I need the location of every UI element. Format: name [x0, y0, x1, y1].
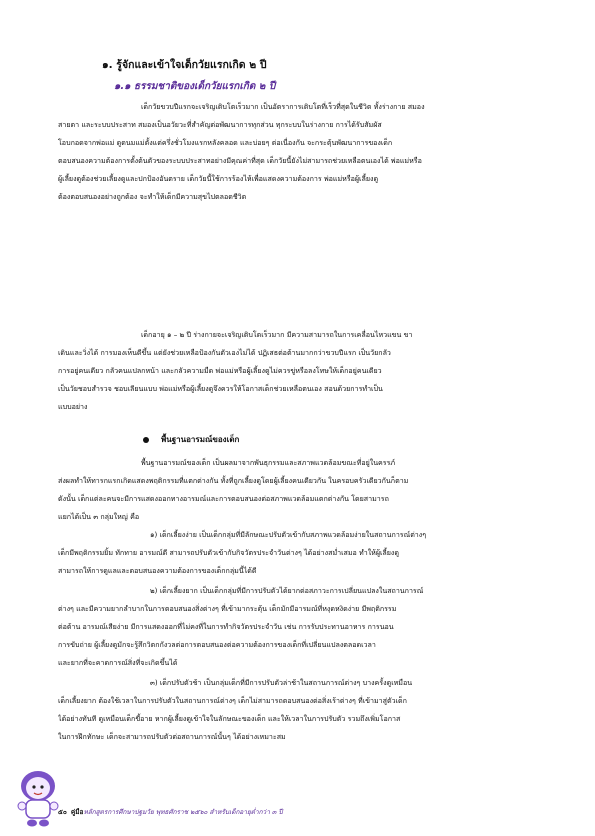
paragraph-line: เด็กอายุ ๑ – ๒ ปี ร่างกายจะเจริญเติบโตเร็วมาก มีความสามารถในการเคลื่อนไหวแขน ขา	[141, 330, 413, 339]
paragraph-line: โอบกอดจากพ่อแม่ ดูดนมแม่ตั้งแต่ครึ่งชั่วโมงแรกหลังคลอด และบ่อยๆ ต่อเนื่องกัน จะกระตุ้นพัฒนาการของเด็ก	[58, 138, 393, 147]
paragraph-line: ตอบสนองความต้องการตั้งต้นตัวของระบบประสาทอย่างมีคุณค่าที่สุด เด็กวัยนี้ยังไม่สามารถช่วยเหลือตนเองได้ พ่อแม่หรือ	[58, 156, 422, 165]
paragraph-3	[58, 454, 542, 526]
paragraph-line: ดังนั้น เด็กแต่ละคนจะมีการแสดงออกทางอารมณ์และการตอบสนองต่อสภาพแวดล้อมแตกต่างกัน โดยสามารถ	[58, 494, 389, 503]
group-3-slow-to-warm	[58, 674, 542, 746]
paragraph-line: เดินและวิ่งได้ การมองเห็นดีขึ้น แต่ยังช่วยเหลือป้องกันตัวเองไม่ได้ ปฏิเสธต่อต้านมากกว่าขวบปีแรก เป็นวัยกลัว	[58, 348, 391, 357]
group-1-easy	[58, 526, 542, 580]
page-number: ๕๐	[58, 808, 67, 816]
paragraph-line: ๒) เด็กเลี้ยงยาก เป็นเด็กกลุ่มที่มีการปรับตัวได้ยากต่อสภาวะการเปลี่ยนแปลงในสถานการณ์	[150, 586, 424, 595]
footer-prefix: คู่มือ	[70, 808, 84, 816]
paragraph-2	[58, 326, 542, 416]
paragraph-line: ต่อต้าน อารมณ์เสียง่าย มีการแสดงออกที่ไม่คงที่ในการทำกิจวัตรประจำวัน เช่น การรับประทานอาหาร การนอน	[58, 622, 394, 631]
footer-title: หลักสูตรการศึกษาปฐมวัย พุทธศักราช ๒๕๖๐ สำหรับเด็กอายุต่ำกว่า ๓ ปี	[83, 808, 283, 816]
paragraph-line: แบบอย่าง	[58, 402, 88, 411]
page-footer	[0, 760, 595, 836]
paragraph-line: ต่างๆ และมีความยากลำบากในการตอบสนองสิ่งต่างๆ ที่เข้ามากระตุ้น เด็กมักมีอารมณ์ที่หงุดหงิดง่าย มีพฤติกรรม	[58, 604, 397, 613]
paragraph-line: ๓) เด็กปรับตัวช้า เป็นกลุ่มเด็กที่มีการปรับตัวล่าช้าในสถานการณ์ต่างๆ บางครั้งดูเหมือน	[150, 678, 413, 687]
paragraph-1	[58, 98, 542, 206]
paragraph-line: เด็กเลี้ยงยาก ต้องใช้เวลาในการปรับตัวในสถานการณ์ต่างๆ เด็กไม่สามารถตอบสนองต่อสิ่งเร้าต่างๆ ที่เข้ามาสู่ตัวเด็ก	[58, 696, 407, 705]
paragraph-line: แยกได้เป็น ๓ กลุ่มใหญ่ คือ	[58, 512, 140, 521]
paragraph-line: เด็กวัยขวบปีแรกจะเจริญเติบโตเร็วมาก เป็นอัตราการเติบโตที่เร็วที่สุดในชีวิต ทั้งร่างกาย สมอง	[141, 102, 425, 111]
bullet-heading-text: พื้นฐานอารมณ์ของเด็ก	[161, 435, 240, 444]
paragraph-line: เป็นวัยชอบสำรวจ ชอบเลียนแบบ พ่อแม่หรือผู้เลี้ยงดูจึงควรให้โอกาสเด็กช่วยเหลือตนเอง สอนด้วยการทำเป็น	[58, 384, 383, 393]
paragraph-line: ผู้เลี้ยงดูต้องช่วยเลี้ยงดูและปกป้องอันตราย เด็กวัยนี้ใช้การร้องไห้เพื่อแสดงความต้องการ พ่อแม่หรือผู้เลี้ยงดู	[58, 174, 379, 183]
footer-text	[58, 807, 283, 817]
paragraph-line: สายตา และระบบประสาท สมองเป็นอวัยวะที่สำคัญต่อพัฒนาการทุกส่วน ทุกระบบในร่างกาย การได้รับสัมผัส	[58, 120, 382, 129]
paragraph-line: พื้นฐานอารมณ์ของเด็ก เป็นผลมาจากพันธุกรรมและสภาพแวดล้อมขณะที่อยู่ในครรภ์	[141, 458, 396, 467]
paragraph-line: ต้องตอบสนองอย่างถูกต้อง จะทำให้เด็กมีความสุขไปตลอดชีวิต	[58, 192, 247, 201]
bullet-heading	[143, 433, 239, 446]
paragraph-line: และยากที่จะคาดการณ์สิ่งที่จะเกิดขึ้นได้	[58, 658, 178, 667]
paragraph-line: เด็กมีพฤติกรรมยิ้ม ทักทาย อารมณ์ดี สามารถปรับตัวเข้ากับกิจวัตรประจำวันต่างๆ ได้อย่างสม่ำเสมอ ทำให้ผู้เลี้ยงดู	[58, 548, 400, 557]
paragraph-line: ส่งผลทำให้ทารกแรกเกิดแสดงพฤติกรรมที่แตกต่างกัน ทั้งที่ถูกเลี้ยงดูโดยผู้เลี้ยงคนเดียวกัน ในครอบครัวเดียวกันก็ตาม	[58, 476, 409, 485]
paragraph-line: ๑) เด็กเลี้ยงง่าย เป็นเด็กกลุ่มที่มีลักษณะปรับตัวเข้ากับสภาพแวดล้อมง่ายในสถานการณ์ต่างๆ	[150, 530, 427, 539]
paragraph-line: ได้อย่างทันที ดูเหมือนเด็กขี้อาย หากผู้เลี้ยงดูเข้าใจในลักษณะของเด็ก และให้เวลาในการปรับตัว รวมถึงเพิ่มโอกาส	[58, 714, 401, 723]
paragraph-line: ในการฝึกทักษะ เด็กจะสามารถปรับตัวต่อสถานการณ์นั้นๆ ได้อย่างเหมาะสม	[58, 732, 286, 741]
paragraph-line: การอยู่คนเดียว กลัวคนแปลกหน้า และกลัวความมืด พ่อแม่หรือผู้เลี้ยงดูไม่ควรขู่หรือลงโทษให้เด็กอยู่คนเดียว	[58, 366, 382, 375]
bullet-icon	[143, 437, 149, 443]
paragraph-line: การขับถ่าย ผู้เลี้ยงดูมักจะรู้สึกวิตกกังวลต่อการตอบสนองต่อความต้องการของเด็กที่เปลี่ยนแปลงตลอดเวลา	[58, 640, 376, 649]
subsection-heading: ๑.๑ ธรรมชาติของเด็กวัยแรกเกิด ๒ ปี	[114, 81, 276, 92]
child-mascot-icon	[10, 766, 62, 830]
section-heading: ๑. รู้จักและเข้าใจเด็กวัยแรกเกิด ๒ ปี	[102, 59, 267, 71]
paragraph-line: สามารถให้การดูแลและตอบสนองความต้องการของเด็กกลุ่มนี้ได้ดี	[58, 566, 257, 575]
group-2-difficult	[58, 582, 542, 672]
